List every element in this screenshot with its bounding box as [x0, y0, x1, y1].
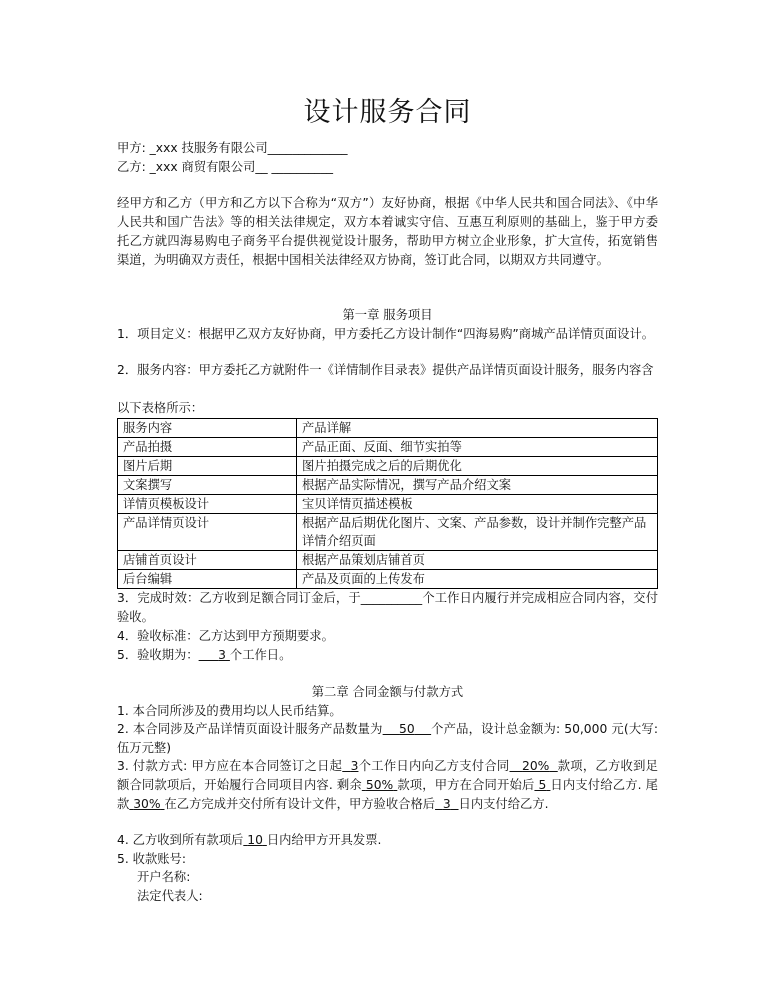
chapter2-item2 — [117, 720, 658, 758]
chapter1-heading: 第一章 服务项目 — [342, 308, 433, 322]
table-cell: 产品及页面的上传发布 — [297, 570, 658, 589]
chapter1-item1: 1．项目定义：根据甲乙双方友好协商，甲方委托乙方设计制作“四海易购”商城产品详情页面设计。 — [117, 327, 655, 341]
service-table — [117, 418, 658, 589]
payment-days-1-value: 3 — [350, 759, 359, 773]
chapter2-item3 — [117, 757, 658, 814]
table-row — [118, 551, 658, 570]
item5-prefix: 5．验收期为： — [117, 648, 199, 662]
item4-text: 4. 乙方收到所有款项后 — [117, 833, 244, 847]
table-cell: 文案撰写 — [118, 476, 297, 495]
table-header-row — [118, 419, 658, 438]
invoice-days — [243, 833, 267, 847]
acceptance-days — [199, 648, 230, 662]
table-cell: 详情页模板设计 — [118, 495, 297, 514]
chapter1-item5 — [117, 646, 658, 665]
chapter2-item4 — [117, 831, 658, 850]
item3-text: 日内支付给乙方. 尾款 — [117, 778, 658, 811]
chapter1-item4: 4．验收标准：乙方达到甲方预期要求。 — [117, 629, 334, 643]
table-cell: 产品正面、反面、细节实拍等 — [297, 438, 658, 457]
table-cell: 产品拍摄 — [118, 438, 297, 457]
table-row — [118, 476, 658, 495]
payment-pct-2-value: 50% — [365, 778, 394, 792]
payment-days-3-value: 3 — [442, 797, 451, 811]
table-cell: 根据产品后期优化图片、文案、产品参数，设计并制作完整产品详情介绍页面 — [297, 514, 658, 551]
intro-paragraph: 经甲方和乙方（甲方和乙方以下合称为“双方”）友好协商，根据《中华人民共和国合同法》、《中华人民共和国广告法》等的相关法律规定，双方本着诚实守信、互惠互利原则的基础上，鉴于甲方委托乙方就四海易购电子商务平台提供视觉设计服务，帮助甲方树立企业形象，扩大宣传，拓宽销售渠道，为明确双方责任，根据中国相关法律经双方协商，签订此合同，以期双方共同遵守。 — [117, 196, 658, 267]
payment-days-2-value: 5 — [538, 778, 547, 792]
table-cell: 根据产品策划店铺首页 — [297, 551, 658, 570]
payment-pct-2 — [362, 778, 398, 792]
item3-text: 个工作日内向乙方支付合同 — [358, 759, 510, 773]
account-name-label: 开户名称: — [137, 870, 191, 884]
product-quantity — [383, 722, 431, 736]
table-row — [118, 495, 658, 514]
party-a-line: 甲方: _xxx 技服务有限公司_____________ — [117, 141, 348, 155]
table-cell: 后台编辑 — [118, 570, 297, 589]
table-cell: 店铺首页设计 — [118, 551, 297, 570]
item3-text: 款项，乙方收到足额合同款项后，开始履行合同项目内容. 剩余 — [117, 759, 658, 792]
payment-pct-3 — [129, 797, 164, 811]
document-title: 设计服务合同 — [303, 97, 472, 128]
table-cell: 图片后期 — [118, 457, 297, 476]
table-intro: 以下表格所示： — [117, 401, 204, 415]
item3-text: 3. 付款方式: 甲方应在本合同签订之日起 — [117, 759, 343, 773]
table-header-cell: 产品详解 — [297, 419, 658, 438]
payment-pct-3-value: 30% — [133, 797, 161, 811]
chapter2-item1: 1. 本合同所涉及的费用均以人民币结算。 — [117, 704, 342, 718]
payment-days-1 — [342, 759, 358, 773]
table-row — [118, 514, 658, 551]
product-quantity-value: 50 — [399, 722, 415, 736]
table-row — [118, 438, 658, 457]
item3-text: 在乙方完成并交付所有设计文件，甲方验收合格后 — [164, 797, 436, 811]
table-cell: 根据产品实际情况，撰写产品介绍文案 — [297, 476, 658, 495]
table-header-cell: 服务内容 — [118, 419, 297, 438]
table-cell: 宝贝详情页描述模板 — [297, 495, 658, 514]
payment-pct-1 — [510, 759, 558, 773]
chapter2-item5: 5. 收款账号: — [117, 852, 186, 866]
chapter2-heading: 第二章 合同金额与付款方式 — [311, 685, 464, 699]
item5-suffix: 个工作日。 — [229, 648, 292, 662]
legal-representative-label: 法定代表人: — [137, 889, 203, 903]
payment-days-3 — [435, 797, 458, 811]
table-cell: 产品详情页设计 — [118, 514, 297, 551]
item3-text: 款项，甲方在合同开始后 — [397, 778, 535, 792]
party-b-line: 乙方: _xxx 商贸有限公司__ __________ — [117, 160, 334, 174]
item2-text: 个产品，设计总金额为: 50,000 元(大写: 伍万元整) — [117, 722, 658, 755]
item2-text: 2. 本合同涉及产品详情页面设计服务产品数量为 — [117, 722, 383, 736]
payment-pct-1-value: 20% — [522, 759, 550, 773]
acceptance-days-value: 3 — [218, 648, 226, 662]
chapter1-item2: 2．服务内容：甲方委托乙方就附件一《详情制作目录表》提供产品详情页面设计服务，服务内容含 — [117, 363, 654, 377]
table-cell: 图片拍摄完成之后的后期优化 — [297, 457, 658, 476]
invoice-days-value: 10 — [247, 833, 263, 847]
table-row — [118, 457, 658, 476]
item3-text: 日内支付给乙方. — [458, 797, 549, 811]
table-row — [118, 570, 658, 589]
item4-text: 日内给甲方开具发票. — [266, 833, 382, 847]
chapter1-item3: 3．完成时效：乙方收到足额合同订金后，于__________个工作日内履行并完成相应合同内容，交付验收。 — [117, 591, 658, 624]
payment-days-2 — [534, 778, 550, 792]
